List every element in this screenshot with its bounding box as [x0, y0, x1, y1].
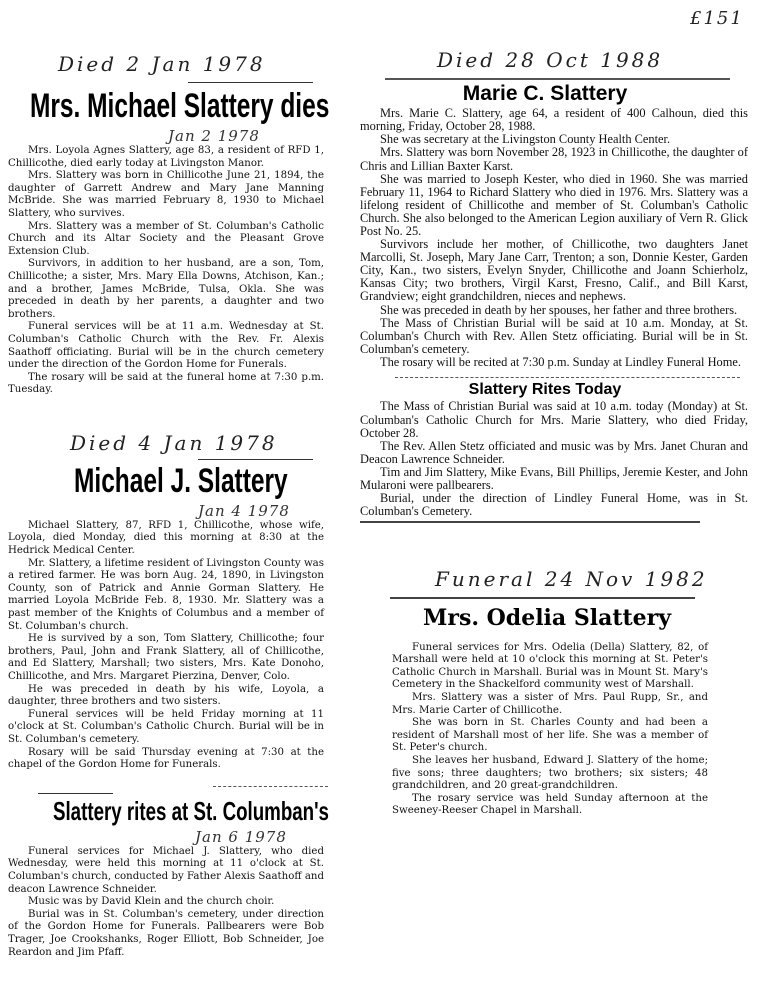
clipping-top-rule	[390, 597, 695, 599]
right-column	[360, 0, 752, 818]
paragraph: Burial, under the direction of Lindley Funeral Home, was in St. Columban's Cemetery.	[360, 491, 748, 519]
paragraph: The Rev. Allen Stetz officiated and music was by Mrs. Janet Churan and Deacon Lawrence Schneider.	[360, 438, 748, 466]
clipping-loyola	[8, 52, 338, 397]
paragraph: He was preceded in death by his wife, Loyola, a daughter, three brothers and two sisters.	[8, 683, 324, 708]
paragraph: Mrs. Slattery was born November 28, 1923 in Chillicothe, the daughter of Chris and Lillian Baxter Karst.	[360, 145, 748, 173]
paragraph: He is survived by a son, Tom Slattery, Chillicothe; four brothers, Paul, John and Frank Slattery, all of Chillicothe, and Ed Slattery, Marshall; two sisters, Mrs. Kate Donoho, Chillicothe, and Mrs. Margaret Pierzina, Denver, Colo.	[8, 633, 324, 682]
handwritten-death-date: Died 28 Oct 1988	[437, 48, 664, 72]
left-column	[8, 0, 338, 959]
paragraph: Burial was in St. Columban's cemetery, under direction of the Gordon Home for Funerals. Pallbearers were Bob Trager, Joe Crookshanks, Roger Elliott, Bob Schneider, Joe Reardon and Jim Pfaff.	[8, 908, 324, 958]
paragraph: Mrs. Loyola Agnes Slattery, age 83, a resident of RFD 1, Chillicothe, died early today at Livingston Manor.	[8, 145, 324, 169]
paragraph: She was born in St. Charles County and had been a resident of Marshall most of her life. She was a member of St. Peter's church.	[392, 717, 708, 754]
clipping-top-rule	[38, 793, 113, 794]
clipping-rites-today	[360, 377, 752, 523]
clipping-bottom-rule	[360, 521, 700, 523]
headline-slattery-rites-today: Slattery Rites Today	[468, 381, 622, 399]
article-body-marie	[360, 107, 748, 369]
handwritten-funeral-date: Funeral 24 Nov 1982	[435, 567, 708, 592]
handwritten-inline-date: Jan 4 1978	[198, 501, 290, 520]
paragraph: The rosary will be recited at 7:30 p.m. Sunday at Lindley Funeral Home.	[380, 354, 741, 369]
paragraph: Music was by David Klein and the church choir.	[28, 896, 275, 908]
clipping-michael	[8, 431, 338, 772]
note-inline-row	[8, 502, 338, 518]
article-body-michael	[8, 520, 324, 772]
article-body-odelia	[392, 642, 708, 818]
clipping-top-rule	[385, 78, 730, 80]
paragraph: Funeral services for Michael J. Slattery, who died Wednesday, were held this morning at 11 o'clock at St. Columban's church, conducted by Father Alexis Saathoff and deacon Lawrence Schneider.	[8, 845, 324, 895]
paragraph: The Mass of Christian Burial was said at 10 a.m. today (Monday) at St. Columban's Catholic Church for Mrs. Marie Slattery, who died Friday, October 28.	[360, 399, 748, 440]
paragraph: Survivors include her mother, of Chillicothe, two daughters Janet Marcolli, St. Joseph, Mary Jane Carr, Trenton; a son, Donnie Kester, Garden City, Kan., two sisters, Evelyn Snyder, Chillicothe and Joann Schierholz, Kansas City; two brothers, Virgil Karst, Fresno, Calif., and Bill Karst, Grandview; eight grandchildren, nieces and nephews.	[360, 237, 748, 304]
handwritten-death-date: Died 4 Jan 1978	[70, 430, 278, 455]
note-inline-row	[8, 127, 338, 143]
headline-marie-c-slattery: Marie C. Slattery	[462, 82, 628, 105]
paragraph: Michael Slattery, 87, RFD 1, Chillicothe, whose wife, Loyola, died Monday, died this morning at 8:30 at the Hedrick Medical Center.	[8, 519, 324, 557]
clipping-marie	[360, 48, 752, 369]
clipping-top-rule	[198, 459, 313, 460]
clipping-top-rule	[188, 82, 313, 83]
headline-slattery-rites-at-st-columbans: Slattery rites at St. Columban's	[53, 795, 329, 826]
paragraph: She was preceded in death by her spouses, her father and three brothers.	[380, 302, 738, 317]
paragraph: Funeral services will be at 11 a.m. Wednesday at St. Columban's Catholic Church with the Rev. Fr. Alexis Saathoff officiating. Burial will be in the church cemetery under the direction of the Gordon Home for Funerals.	[8, 321, 324, 371]
paragraph: Mrs. Slattery was born in Chillicothe June 21, 1894, the daughter of Garrett Andrew and Mary Jane Manning McBride. She was married February 8, 1930 to Michael Slattery, who survives.	[8, 170, 324, 219]
handwritten-inline-date: Jan 2 1978	[168, 127, 260, 145]
clipping-odelia	[360, 567, 752, 818]
handwritten-page-number: £151	[690, 8, 744, 29]
article-body-rites-today	[360, 400, 748, 518]
paragraph: Funeral services for Mrs. Odelia (Della) Slattery, 82, of Marshall were held at 10 o'clock this morning at St. Peter's Catholic Church in Marshall. Burial was in Mount St. Mary's Cemetery in the Shackelford community west of Marshall.	[392, 641, 708, 691]
headline-wrap	[8, 795, 338, 828]
headline-mrs-odelia-slattery: Mrs. Odelia Slattery	[423, 605, 672, 632]
handwritten-death-date: Died 2 Jan 1978	[58, 52, 266, 76]
paragraph: Rosary will be said Thursday evening at 7:30 at the chapel of the Gordon Home for Funerals.	[8, 746, 324, 771]
paragraph: She was secretary at the Livingston County Health Center.	[380, 132, 671, 147]
clipping-separator	[395, 377, 740, 378]
paragraph: She was married to Joseph Kester, who died in 1960. She was married February 11, 1964 to Richard Slattery who died in 1976. Mrs. Slattery was a lifelong resident of Chillicothe and member of St. Columban's Catholic Church. She also belonged to the American Legion auxiliary of Vern R. Glick Post No. 25.	[360, 171, 748, 238]
article-body-rites-columban	[8, 846, 324, 959]
paragraph: The rosary service was held Sunday afternoon at the Sweeney-Reeser Chapel in Marshall.	[392, 792, 708, 817]
handwritten-inline-date: Jan 6 1978	[195, 827, 287, 846]
headline-michael-j-slattery: Michael J. Slattery	[74, 461, 288, 500]
paragraph: Mrs. Slattery was a member of St. Columban's Catholic Church and its Altar Society and the Pleasant Grove Extension Club.	[8, 220, 324, 257]
note-row	[8, 431, 338, 457]
clipping-rites-columban	[8, 786, 338, 959]
note-inline-row	[8, 828, 338, 844]
note-row	[360, 567, 752, 593]
paragraph: Mrs. Slattery was a sister of Mrs. Paul Rupp, Sr., and Mrs. Marie Carter of Chillicothe.	[392, 692, 708, 716]
paragraph: Mrs. Marie C. Slattery, age 64, a resident of 400 Calhoun, died this morning, Friday, October 28, 1988.	[360, 106, 748, 134]
paragraph: She leaves her husband, Edward J. Slattery of the home; five sons; three daughters; two brothers; six sisters; 48 grandchildren, and 20 great-grandchildren.	[392, 754, 708, 792]
clipping-separator	[213, 786, 328, 787]
note-row	[360, 48, 752, 74]
paragraph: Mr. Slattery, a lifetime resident of Livingston County was a retired farmer. He was born Aug. 24, 1890, in Livingston County, son of Patrick and Annie Gorman Slattery. He married Loyola McBride Feb. 8, 1930. Mr. Slattery was a past member of the Knights of Columbus and a member of St. Columban's church.	[8, 557, 324, 632]
headline-mrs-michael-slattery-dies: Mrs. Michael Slattery dies	[30, 87, 330, 125]
note-row	[8, 52, 338, 78]
paragraph: The Mass of Christian Burial will be said at 10 a.m. Monday, at St. Columban's Church with Rev. Allen Stetz officiating. Burial will be in St. Columban's cemetery.	[360, 315, 748, 356]
paragraph: Survivors, in addition to her husband, are a son, Tom, Chillicothe; a sister, Mrs. Mary Ella Downs, Atchison, Kan.; and a brother, James McBride, Tulsa, Okla. She was preceded in death by her parents, a daughter and two brothers.	[8, 258, 324, 320]
paragraph: Funeral services will be held Friday morning at 11 o'clock at St. Columban's Catholic Church. Burial will be in St. Columban's cemetery.	[8, 708, 324, 745]
paragraph: The rosary will be said at the funeral home at 7:30 p.m. Tuesday.	[8, 371, 324, 396]
headline-wrap	[8, 89, 338, 127]
headline-wrap	[8, 461, 338, 502]
article-body-loyola	[8, 145, 324, 397]
paragraph: Tim and Jim Slattery, Mike Evans, Bill Phillips, Jeremie Kester, and John Mularoni were pallbearers.	[360, 464, 748, 492]
